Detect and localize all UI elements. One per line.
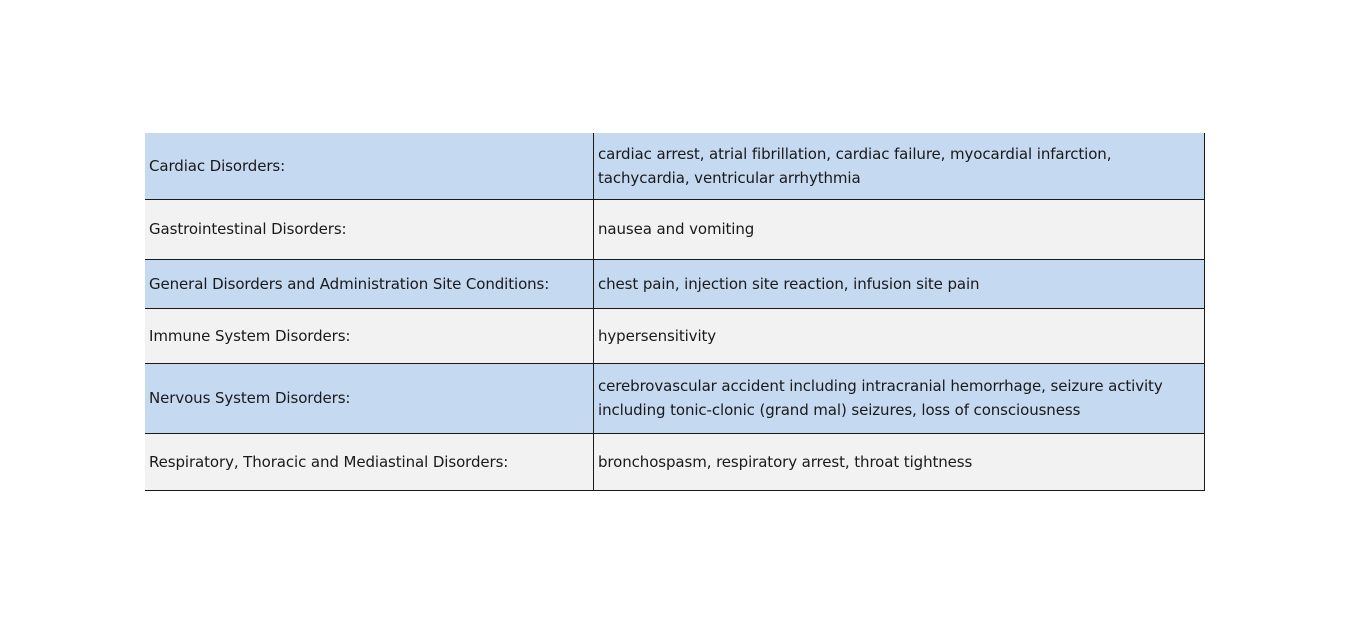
adverse-events-cell: chest pain, injection site reaction, infusion site pain [594, 259, 1205, 308]
adverse-reactions-table [145, 133, 1205, 491]
table-row [145, 133, 1205, 199]
system-organ-class-cell: General Disorders and Administration Site Conditions: [145, 259, 594, 308]
table-row [145, 433, 1205, 490]
system-organ-class-cell: Cardiac Disorders: [145, 133, 594, 199]
adverse-events-cell: cerebrovascular accident including intracranial hemorrhage, seizure activity including tonic-clonic (grand mal) seizures, loss of consciousness [594, 363, 1205, 433]
system-organ-class-cell: Gastrointestinal Disorders: [145, 199, 594, 259]
table-row [145, 363, 1205, 433]
table-row [145, 199, 1205, 259]
table-row [145, 308, 1205, 363]
adverse-events-cell: cardiac arrest, atrial fibrillation, cardiac failure, myocardial infarction, tachycardia, ventricular arrhythmia [594, 133, 1205, 199]
system-organ-class-cell: Respiratory, Thoracic and Mediastinal Disorders: [145, 433, 594, 490]
system-organ-class-cell: Nervous System Disorders: [145, 363, 594, 433]
adverse-events-cell: hypersensitivity [594, 308, 1205, 363]
adverse-events-cell: bronchospasm, respiratory arrest, throat tightness [594, 433, 1205, 490]
adverse-events-cell: nausea and vomiting [594, 199, 1205, 259]
table-row [145, 259, 1205, 308]
system-organ-class-cell: Immune System Disorders: [145, 308, 594, 363]
